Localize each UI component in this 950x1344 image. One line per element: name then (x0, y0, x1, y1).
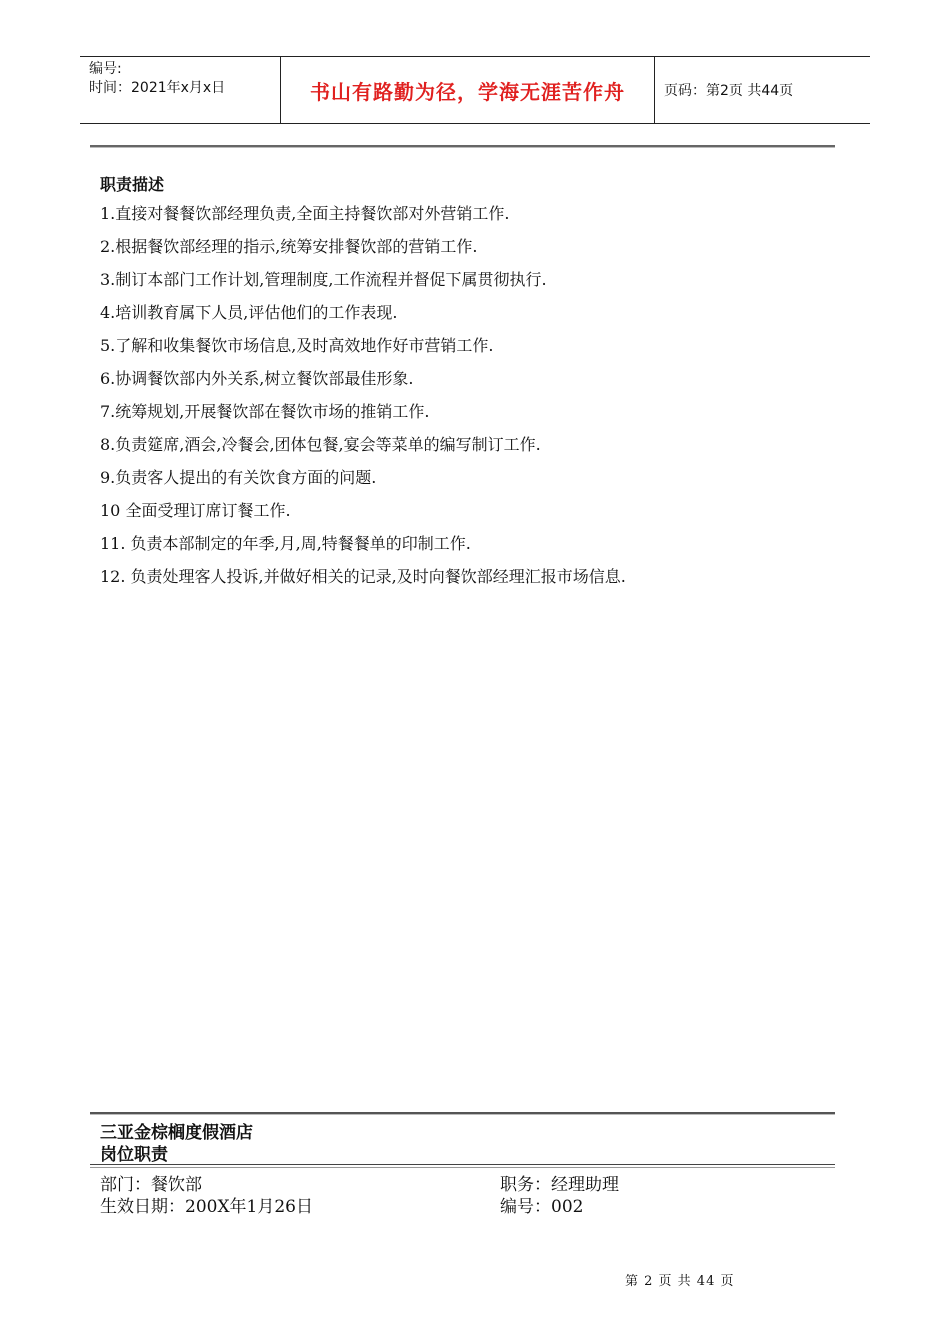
effective-date-label: 生效日期：200X年1月26日 (100, 1197, 313, 1217)
duty-item: 4.培训教育属下人员,评估他们的工作表现. (100, 303, 398, 322)
header-code-label: 编号: (89, 61, 122, 77)
department-label: 部门：餐饮部 (100, 1175, 202, 1195)
section-title: 职责描述 (100, 175, 165, 194)
header-slogan: 书山有路勤为径，学海无涯苦作舟 (281, 57, 655, 123)
document-number-label: 编号：002 (500, 1197, 584, 1217)
doc-type: 岗位职责 (100, 1145, 168, 1165)
duty-item: 9.负责客人提出的有关饮食方面的问题. (100, 468, 377, 487)
duty-item: 8.负责筵席,酒会,冷餐会,团体包餐,宴会等菜单的编写制订工作. (100, 435, 541, 454)
duty-list (100, 202, 840, 598)
footer-divider-top (90, 1112, 835, 1115)
header-date-label: 时间：2021年x月x日 (89, 80, 226, 96)
footer-divider-bottom (90, 1164, 835, 1168)
hotel-name: 三亚金棕榈度假酒店 (100, 1123, 253, 1143)
duty-item: 1.直接对餐餐饮部经理负责,全面主持餐饮部对外营销工作. (100, 204, 510, 223)
header-page-label: 页码：第2页 共44页 (664, 83, 794, 99)
position-label: 职务：经理助理 (500, 1175, 619, 1195)
duty-item: 12. 负责处理客人投诉,并做好相关的记录,及时向餐饮部经理汇报市场信息. (100, 567, 626, 586)
duty-item: 5.了解和收集餐饮市场信息,及时高效地作好市营销工作. (100, 336, 494, 355)
duty-item: 6.协调餐饮部内外关系,树立餐饮部最佳形象. (100, 369, 414, 388)
duty-item: 2.根据餐饮部经理的指示,统筹安排餐饮部的营销工作. (100, 237, 478, 256)
duty-item: 11. 负责本部制定的年季,月,周,特餐餐单的印制工作. (100, 534, 471, 553)
duty-item: 3.制订本部门工作计划,管理制度,工作流程并督促下属贯彻执行. (100, 270, 547, 289)
duty-item: 7.统筹规划,开展餐饮部在餐饮市场的推销工作. (100, 402, 430, 421)
top-divider (90, 145, 835, 148)
page-number-footer: 第 2 页 共 44 页 (625, 1274, 735, 1289)
page-header (80, 56, 870, 124)
header-info-cell (80, 57, 281, 123)
duty-item: 10 全面受理订席订餐工作. (100, 501, 291, 520)
